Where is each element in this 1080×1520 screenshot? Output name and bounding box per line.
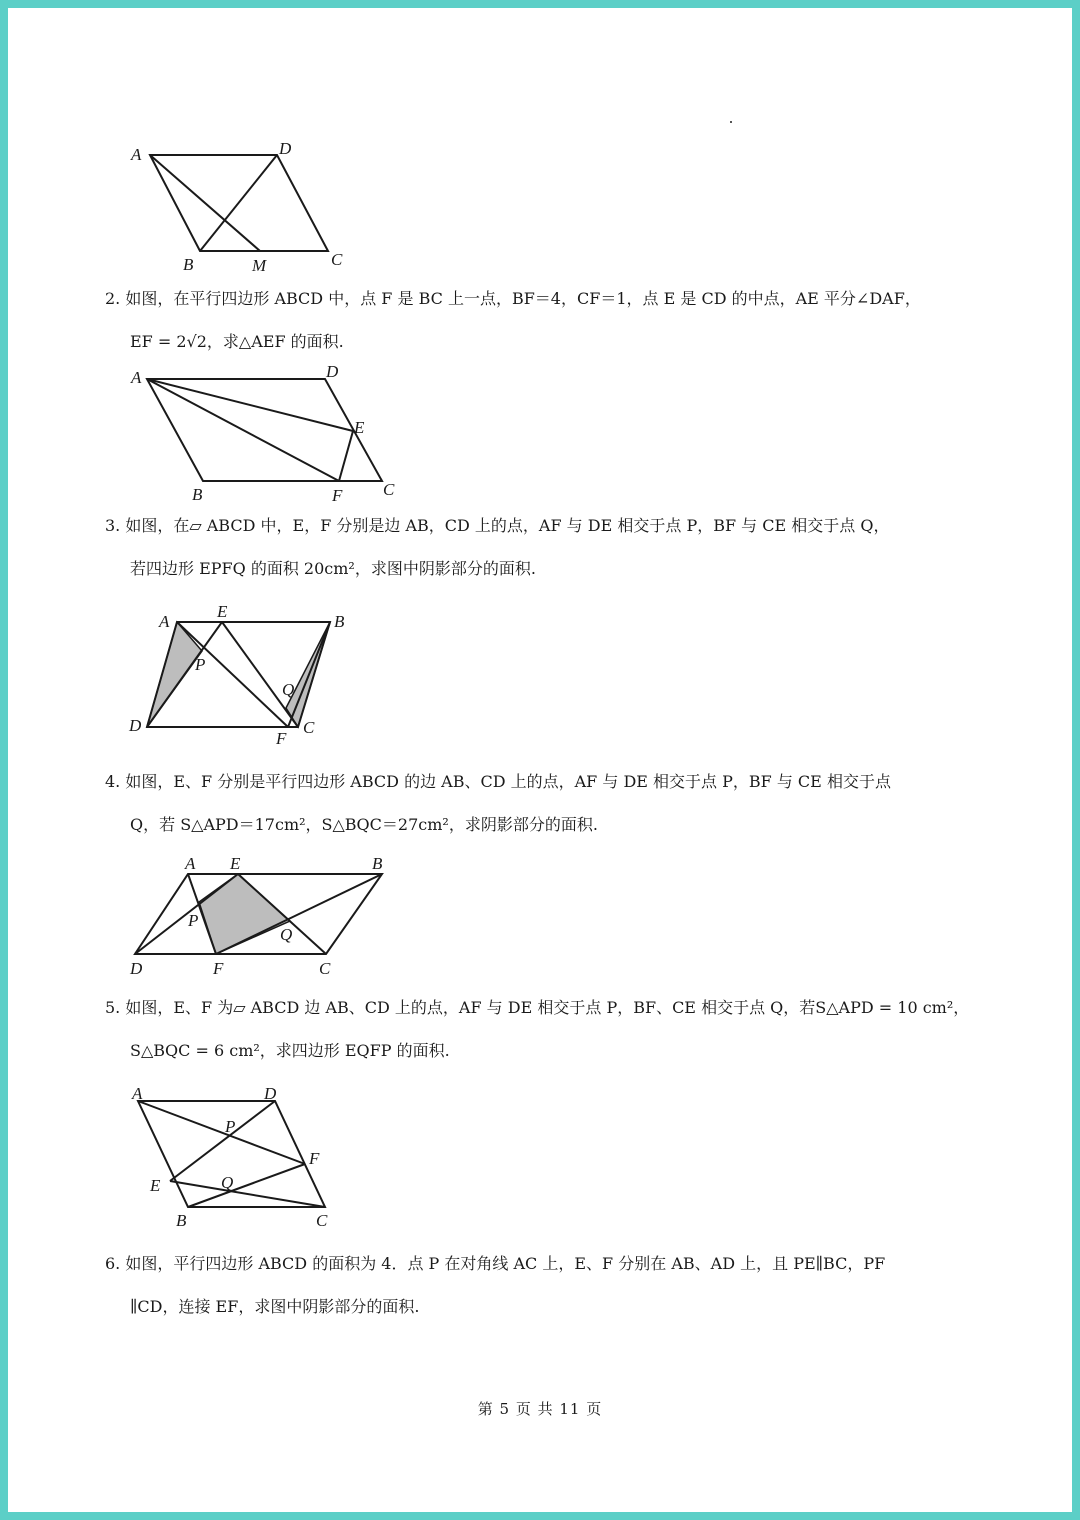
page-footer: 第 5 页 共 11 页 <box>477 1400 603 1418</box>
label-b: B <box>192 485 203 504</box>
label-q: Q <box>280 925 293 944</box>
label-e: E <box>217 602 228 621</box>
problem-4-line-2: Q，若 S△APD＝17cm²，S△BQC＝27cm²，求阴影部分的面积. <box>130 815 598 834</box>
segment-de <box>170 1101 275 1181</box>
label-e: E <box>354 418 365 437</box>
label-d: D <box>326 362 339 381</box>
problem-5-line-2: S△BQC = 6 cm²，求四边形 EQFP 的面积. <box>130 1041 450 1060</box>
label-b: B <box>183 255 194 274</box>
label-a: A <box>131 145 142 164</box>
label-c: C <box>316 1211 328 1230</box>
problem-3-line-1: 3. 如图，在▱ ABCD 中，E，F 分别是边 AB，CD 上的点，AF 与 DE 相交于点 P，BF 与 CE 相交于点 Q， <box>105 516 890 535</box>
problem-2-line-1: 2. 如图，在平行四边形 ABCD 中，点 F 是 BC 上一点，BF＝4，CF＝1，点 E 是 CD 的中点，AE 平分∠DAF， <box>105 289 921 308</box>
label-a: A <box>159 612 170 631</box>
figure-4 <box>125 850 405 980</box>
label-d: D <box>129 716 142 735</box>
segment-bf <box>288 622 330 727</box>
label-e: E <box>150 1176 161 1195</box>
figure-2 <box>125 360 415 510</box>
problem-6-line-1: 6. 如图，平行四边形 ABCD 的面积为 4．点 P 在对角线 AC 上，E、F 分别在 AB、AD 上，且 PE∥BC，PF <box>105 1254 886 1273</box>
segment-ef <box>339 431 353 481</box>
label-b: B <box>334 612 345 631</box>
label-q: Q <box>221 1173 234 1192</box>
label-c: C <box>303 718 315 737</box>
label-d: D <box>279 139 292 158</box>
problem-5-line-1: 5. 如图，E、F 为▱ ABCD 边 AB、CD 上的点，AF 与 DE 相交于点 P，BF、CE 相交于点 Q，若S△APD = 10 cm²， <box>105 998 970 1017</box>
label-f: F <box>332 486 343 505</box>
segment-db <box>200 155 277 251</box>
label-b: B <box>176 1211 187 1230</box>
label-p: P <box>188 911 199 930</box>
label-e: E <box>230 854 241 873</box>
label-m: M <box>252 256 267 275</box>
problem-4-line-1: 4. 如图，E、F 分别是平行四边形 ABCD 的边 AB、CD 上的点，AF 与 DE 相交于点 P，BF 与 CE 相交于点 <box>105 772 891 791</box>
label-p: P <box>225 1117 236 1136</box>
segment-ae <box>147 379 353 431</box>
figure-5 <box>125 1080 355 1235</box>
segment-am <box>150 155 260 251</box>
label-f: F <box>213 959 224 978</box>
label-a: A <box>131 368 142 387</box>
label-a: A <box>132 1084 143 1103</box>
problem-6-line-2: ∥CD，连接 EF，求图中阴影部分的面积. <box>130 1297 420 1316</box>
problem-3-line-2: 若四边形 EPFQ 的面积 20cm²，求图中阴影部分的面积. <box>130 559 536 578</box>
stray-dot <box>730 121 732 123</box>
label-f: F <box>276 729 287 748</box>
label-p: P <box>195 655 206 674</box>
label-q: Q <box>282 680 295 699</box>
label-b: B <box>372 854 383 873</box>
label-c: C <box>383 480 395 499</box>
figure-3 <box>125 600 365 750</box>
label-d: D <box>130 959 143 978</box>
label-d: D <box>264 1084 277 1103</box>
label-f: F <box>309 1149 320 1168</box>
label-a: A <box>185 854 196 873</box>
label-c: C <box>319 959 331 978</box>
figure-1 <box>125 138 365 278</box>
label-c: C <box>331 250 343 269</box>
problem-2-line-2: EF = 2√2，求△AEF 的面积. <box>130 332 344 351</box>
